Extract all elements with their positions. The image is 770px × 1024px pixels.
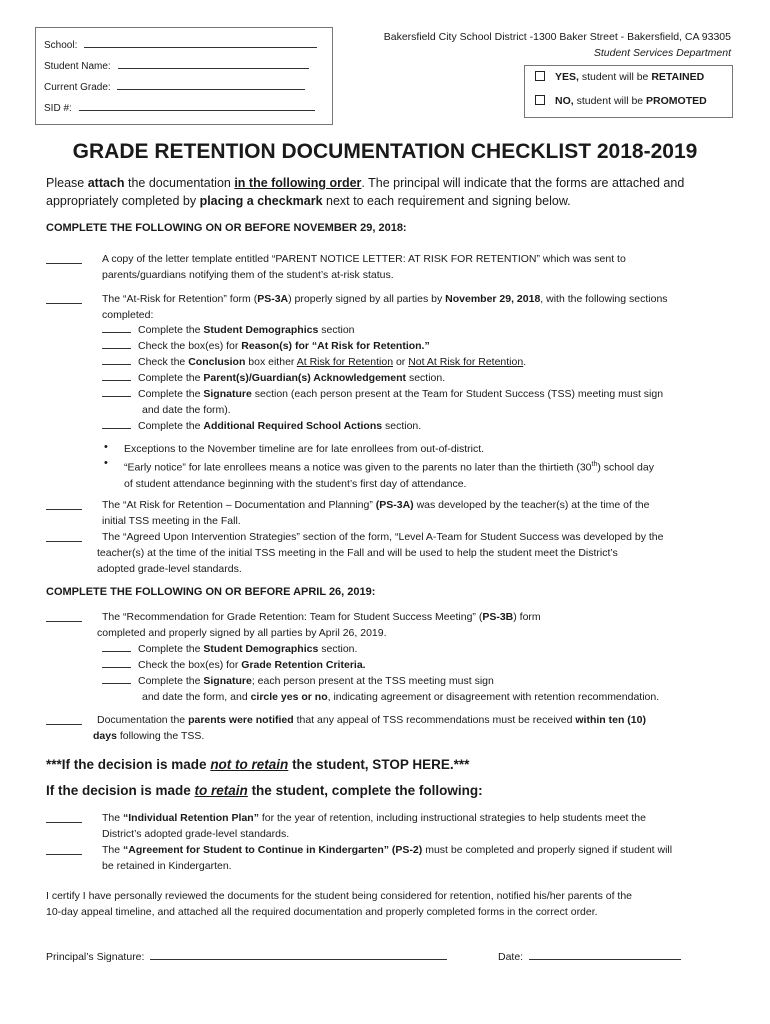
item4-check-line[interactable] <box>46 531 82 542</box>
sub-check-line[interactable] <box>102 386 131 397</box>
item5-sub3: Complete the Signature; each person present at the TSS meeting must sign <box>102 673 742 689</box>
item5-sub2: Check the box(es) for Grade Retention Criteria. <box>102 657 742 673</box>
retained-checkbox[interactable] <box>535 71 545 81</box>
section1-heading: COMPLETE THE FOLLOWING ON OR BEFORE NOVEMBER 29, 2018: <box>46 222 407 234</box>
retained-option[interactable]: YES, student will be RETAINED <box>535 71 704 83</box>
bullet1-text: Exceptions to the November timeline are for late enrollees from out-of-district. <box>124 443 485 455</box>
sub-check-line[interactable] <box>102 322 131 333</box>
item1-check-line[interactable] <box>46 253 82 264</box>
department-name: Student Services Department <box>593 47 731 59</box>
sid-label: SID #: <box>44 103 72 114</box>
bullet-icon: • <box>104 441 108 453</box>
district-header <box>343 29 731 61</box>
sub-check-line[interactable] <box>102 673 131 684</box>
sub-check-line[interactable] <box>102 657 131 668</box>
sub-check-line[interactable] <box>102 338 131 349</box>
item8-text: The “Agreement for Student to Continue in Kindergarten” (PS-2) must be completed and properly signed if student will be retained in Kindergarten. <box>102 844 673 872</box>
item2-text: The “At-Risk for Retention” form (PS-3A) properly signed by all parties by November 29, 2018, with the following sections completed: <box>102 293 668 321</box>
item6-text: Documentation the parents were notified that any appeal of TSS recommendations must be received within ten (10) days following the TSS. <box>93 714 646 742</box>
sub-check-line[interactable] <box>102 370 131 381</box>
item5-text: The “Recommendation for Grade Retention: Team for Student Success Meeting” (PS-3B) form completed and properly signed by all parties by April 26, 2019. <box>97 611 541 639</box>
item3-text: The “At Risk for Retention – Documentation and Planning” (PS-3A) was developed by the teacher(s) at the time of the initial TSS meeting in the Fall. <box>102 499 650 527</box>
sid-input-line[interactable] <box>79 99 315 111</box>
item5-sub1: Complete the Student Demographics section. <box>102 641 742 657</box>
current-grade-field[interactable] <box>44 78 305 93</box>
retain-line: If the decision is made to retain the student, complete the following: <box>46 783 483 798</box>
current-grade-input-line[interactable] <box>117 78 305 90</box>
certification-text: I certify I have personally reviewed the documents for the student being considered for retention, notified his/her parents of the 10-day appeal timeline, and attached all the required documentation and properly completed forms in the correct order. <box>46 890 633 918</box>
student-name-label: Student Name: <box>44 61 111 72</box>
item5-sub3-continued: and date the form, and circle yes or no, indicating agreement or disagreement with retention recommendation. <box>142 691 660 703</box>
principal-signature-line[interactable] <box>150 948 447 960</box>
item2-sub1: Complete the Student Demographics section <box>102 322 742 338</box>
retention-status-box <box>524 65 733 118</box>
principal-signature-field[interactable] <box>46 948 447 965</box>
student-name-input-line[interactable] <box>118 57 309 69</box>
bullet2-text: “Early notice” for late enrollees means a notice was given to the parents no later than the thirtieth (30th) school day of student attendance beginning with the student’s first day of attendance. <box>124 461 654 490</box>
item2-sub5-continued: and date the form). <box>142 404 231 416</box>
district-address: Bakersfield City School District -1300 Baker Street - Bakersfield, CA 93305 <box>383 31 731 43</box>
page-title: GRADE RETENTION DOCUMENTATION CHECKLIST 2018-2019 <box>72 140 698 163</box>
intro-paragraph: Please attach the documentation in the following order. The principal will indicate that the forms are attached and appropriately completed by placing a checkmark next to each requirement and signing below. <box>46 176 685 208</box>
principal-signature-label: Principal’s Signature: <box>46 951 145 963</box>
stop-here-line: ***If the decision is made not to retain the student, STOP HERE.*** <box>46 757 470 772</box>
item2-sub2: Check the box(es) for Reason(s) for “At Risk for Retention.” <box>102 338 742 354</box>
item1-text: A copy of the letter template entitled “PARENT NOTICE LETTER: AT RISK FOR RETENTION” which was sent to parents/guardians notifying them of the student’s at-risk status. <box>102 253 626 281</box>
item5-check-line[interactable] <box>46 611 82 622</box>
school-field[interactable] <box>44 36 317 51</box>
item5-subitems <box>102 641 742 705</box>
student-name-field[interactable] <box>44 57 309 72</box>
school-input-line[interactable] <box>84 36 317 48</box>
school-label: School: <box>44 40 78 51</box>
date-field[interactable] <box>498 948 681 965</box>
item8-check-line[interactable] <box>46 844 82 855</box>
item3-check-line[interactable] <box>46 499 82 510</box>
item2-sub5: Complete the Signature section (each person present at the Team for Student Success (TSS) meeting must sign <box>102 386 742 402</box>
item2-check-line[interactable] <box>46 293 82 304</box>
item7-text: The “Individual Retention Plan” for the year of retention, including instructional strategies to help students meet the District’s adopted grade-level standards. <box>102 812 646 840</box>
section2-heading: COMPLETE THE FOLLOWING ON OR BEFORE APRIL 26, 2019: <box>46 586 376 598</box>
sub-check-line[interactable] <box>102 641 131 652</box>
current-grade-label: Current Grade: <box>44 82 111 93</box>
item4-text: The “Agreed Upon Intervention Strategies” section of the form, “Level A-Team for Student Success was developed by the teacher(s) at the time of the initial TSS meeting in the Fall and will be used to help the student meet the District’s adopted grade-level standards. <box>97 531 664 575</box>
item2-subitems <box>102 322 742 434</box>
student-info-box <box>35 27 333 125</box>
sub-check-line[interactable] <box>102 354 131 365</box>
item7-check-line[interactable] <box>46 812 82 823</box>
sid-field[interactable] <box>44 99 315 114</box>
item6-check-line[interactable] <box>46 714 82 725</box>
item2-sub6: Complete the Additional Required School Actions section. <box>102 418 742 434</box>
bullet-icon: • <box>104 457 108 469</box>
item2-sub3: Check the Conclusion box either At Risk for Retention or Not At Risk for Retention. <box>102 354 742 370</box>
date-label: Date: <box>498 951 524 963</box>
sub-check-line[interactable] <box>102 418 131 429</box>
item2-sub4: Complete the Parent(s)/Guardian(s) Acknowledgement section. <box>102 370 742 386</box>
promoted-option[interactable]: NO, student will be PROMOTED <box>535 95 707 107</box>
promoted-checkbox[interactable] <box>535 95 545 105</box>
date-line[interactable] <box>529 948 681 960</box>
